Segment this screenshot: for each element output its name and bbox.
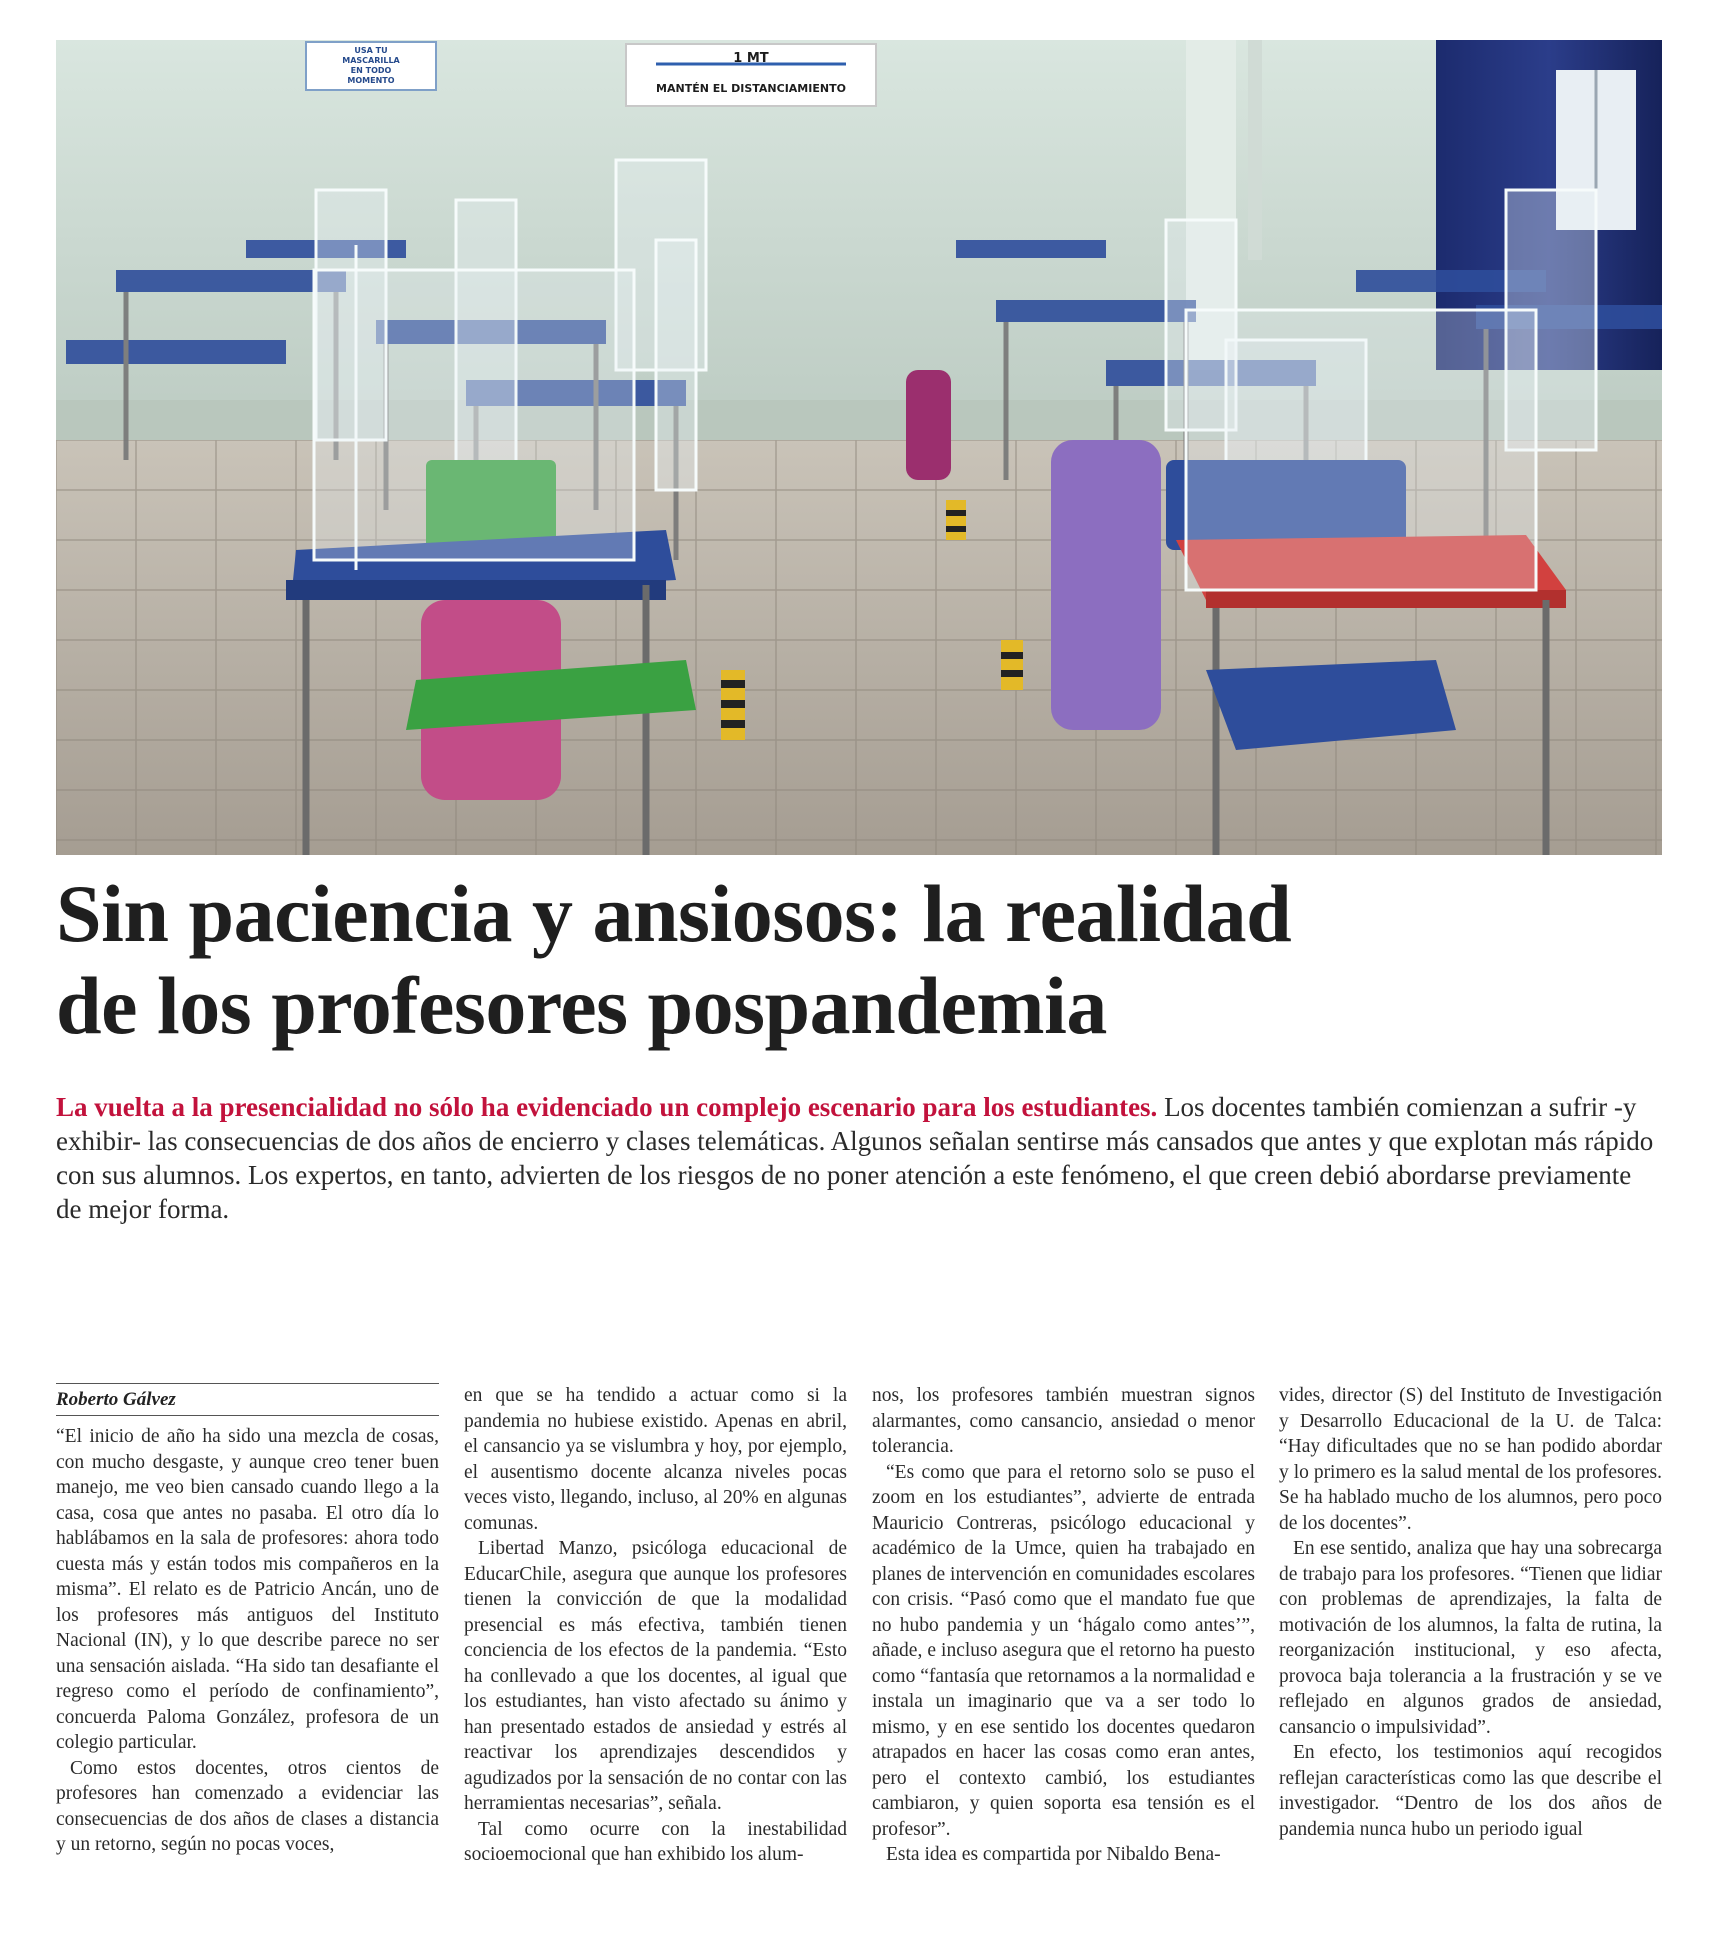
headline-line-1: Sin paciencia y ansiosos: la realidad <box>56 868 1292 959</box>
lead-paragraph <box>56 1090 1662 1226</box>
paragraph: Tal como ocurre con la inestabilidad socioemocional que han exhibido los alum- <box>464 1818 847 1865</box>
paragraph: En efecto, los testimonios aquí recogidos reflejan características como las que describe el investigador. “Dentro de los dos años de pandemia nunca hubo un periodo igual <box>1279 1742 1662 1840</box>
svg-text:EN TODO: EN TODO <box>350 66 392 75</box>
paragraph: vides, director (S) del Instituto de Investigación y Desarrollo Educacional de la U. de Talca: “Hay dificultades que no se han podido abordar y lo primero es la salud mental de los profesores. Se ha hablado mucho de los alumnos, pero poco de los docentes”. <box>1279 1385 1662 1534</box>
paragraph: “El inicio de año ha sido una mezcla de cosas, con mucho desgaste, y aunque creo tener buen manejo, me veo bien cansado cuando llego a la casa, cosa que antes no pasaba. El otro día lo hablábamos en la sala de profesores: ahora todo cuesta más y están todos mis compañeros en la misma”. El relato es de Patricio Ancán, uno de los profesores más antiguos del Instituto Nacional (IN), y lo que describe parece no ser una sensación aislada. “Ha sido tan desafiante el regreso como el período de confinamiento”, concuerda Paloma González, profesora de un colegio particular. <box>56 1426 439 1753</box>
column-4 <box>1279 1383 1662 1842</box>
headline-line-2: de los profesores pospandemia <box>56 960 1107 1051</box>
lead-accent: La vuelta a la presencialidad no sólo ha evidenciado un complejo escenario para los estudiantes. <box>56 1092 1158 1122</box>
sign-mask <box>306 42 436 90</box>
article-body <box>56 1383 1662 1943</box>
svg-text:MOMENTO: MOMENTO <box>347 76 395 85</box>
paragraph: nos, los profesores también muestran signos alarmantes, como cansancio, ansiedad o menor tolerancia. <box>872 1385 1255 1457</box>
paragraph: Como estos docentes, otros cientos de profesores han comenzado a evidenciar las consecuencias de dos años de clases a distancia y un retorno, según no pocas voces, <box>56 1757 439 1855</box>
headline <box>56 868 1662 1052</box>
svg-text:USA TU: USA TU <box>354 46 388 55</box>
column-3 <box>872 1383 1255 1868</box>
classroom-photo <box>56 40 1662 855</box>
svg-text:1 MT: 1 MT <box>733 51 769 66</box>
paragraph: “Es como que para el retorno solo se puso el zoom en los estudiantes”, advierte de entrada Mauricio Contreras, psicólogo educacional y académico de la Umce, quien ha trabajado en planes de intervención en comunidades escolares con crisis. “Pasó como que el mandato fue que no hubo pandemia y un ‘hágalo como antes’”, añade, e incluso asegura que el retorno ha puesto como “fantasía que retornamos a la normalidad e instala un imaginario que va a ser todo lo mismo, y en ese sentido los docentes quedaron atrapados en hacer las cosas como eran antes, pero el contexto cambió, los estudiantes cambiaron, y quien soporta esa tensión es el profesor”. <box>872 1461 1255 1840</box>
lead-text: Los docentes también comienzan a sufrir -y exhibir- las consecuencias de dos años de encierro y clases telemáticas. Algunos señalan sentirse más cansados que antes y que explotan más rápido con sus alumnos. Los expertos, en tanto, advierten de los riesgos de no poner atención a este fenómeno, el que creen debió abordarse previamente de mejor forma. <box>56 1092 1654 1224</box>
svg-text:MANTÉN EL DISTANCIAMIENTO: MANTÉN EL DISTANCIAMIENTO <box>656 82 846 95</box>
byline: Roberto Gálvez <box>56 1383 439 1416</box>
column-1 <box>56 1383 439 1858</box>
paragraph: Libertad Manzo, psicóloga educacional de EducarChile, asegura que aunque los profesores tienen la convicción de que la modalidad presencial es más efectiva, también tienen conciencia de los efectos de la pandemia. “Esto ha conllevado a que los docentes, al igual que los estudiantes, han visto afectado su ánimo y han presentado estados de ansiedad y estrés al reactivar los aprendizajes descendidos y agudizados por la sensación de no contar con las herramientas necesarias”, señala. <box>464 1538 847 1814</box>
sign-distance <box>626 44 876 106</box>
column-2 <box>464 1383 847 1868</box>
svg-text:MASCARILLA: MASCARILLA <box>342 56 400 65</box>
classroom-illustration <box>56 40 1662 855</box>
paragraph: En ese sentido, analiza que hay una sobrecarga de trabajo para los profesores. “Tienen que lidiar con problemas de aprendizajes, la falta de motivación de los alumnos, la falta de rutina, la reorganización institucional, y eso afecta, provoca baja tolerancia a la frustración y se ve reflejado en algunos grados de ansiedad, cansancio o impulsividad”. <box>1279 1538 1662 1738</box>
paragraph: en que se ha tendido a actuar como si la pandemia no hubiese existido. Apenas en abril, el cansancio ya se vislumbra y hoy, por ejemplo, el ausentismo docente alcanza niveles pocas veces visto, llegando, incluso, al 20% en algunas comunas. <box>464 1385 847 1534</box>
paragraph: Esta idea es compartida por Nibaldo Bena- <box>886 1844 1221 1865</box>
